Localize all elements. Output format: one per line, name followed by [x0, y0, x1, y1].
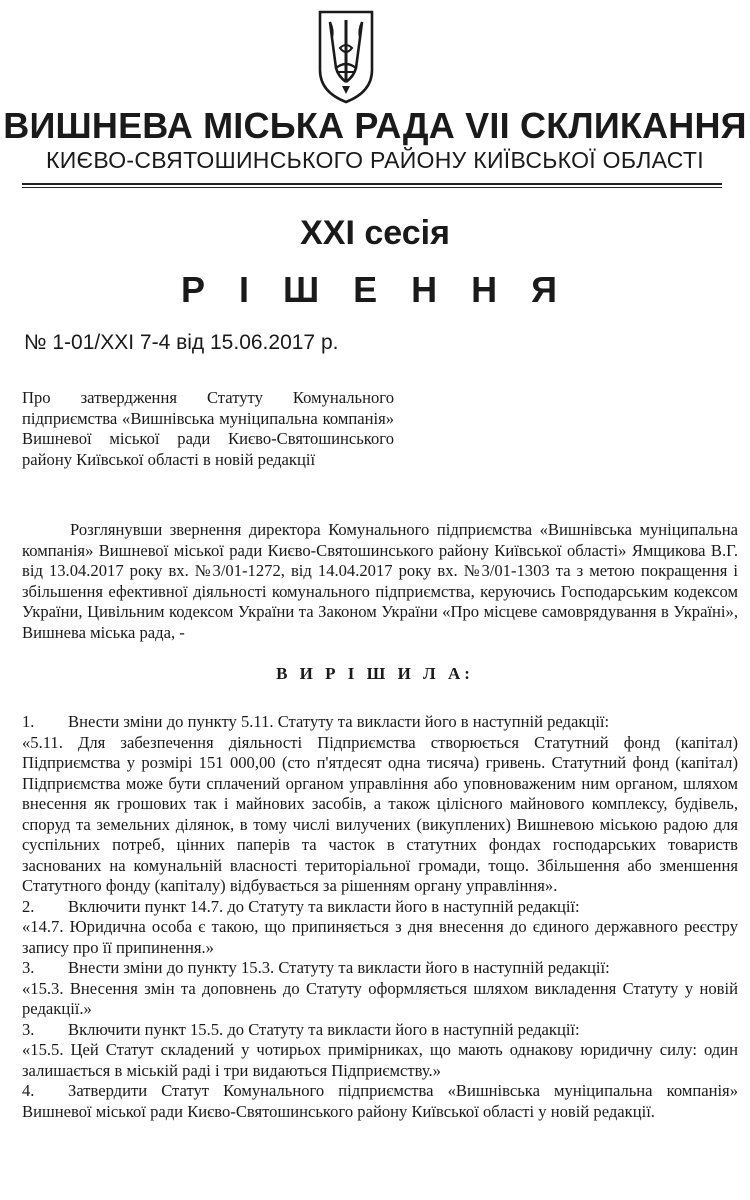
item-quote: «14.7. Юридична особа є такою, що припиняється з дня внесення до єдиного державного реєстру запису про її припинення.»	[22, 917, 738, 957]
decision-title: Р І Ш Е Н Н Я	[180, 269, 570, 310]
item-number: 4.	[22, 1081, 35, 1100]
coat-of-arms-icon	[316, 8, 376, 104]
resolved-heading: В И Р І Ш И Л А:	[276, 664, 474, 683]
council-name: ВИШНЕВА МІСЬКА РАДА VII СКЛИКАННЯ	[3, 105, 747, 146]
item-text: Включити пункт 15.5. до Статуту та викласти його в наступній редакції:	[68, 1019, 580, 1039]
item-quote: «5.11. Для забезпечення діяльності Підприємства створюється Статутний фонд (капітал) Підприємства у розмірі 151 000,00 (сто п'ятдесят одна тисяча) гривень. Статутний фонд (капітал) Підприємства може бути сплачений органом управління або уповноваженим ним органом, шляхом внесення як грошових так і майнових засобів, а також цілісного майнового комплексу, будівель, споруд та земельних ділянок, в тому числі вилучених (викуплених) Вишневою міською радою для суспільних потреб, цінних паперів та часток в статутних фондах господарських товариств заснованих на комунальній власності територіальної громади, тощо. Збільшення або зменшення Статутного фонду (капіталу) відбувається за рішенням органу управління».	[22, 732, 738, 895]
decision-number: № 1-01/XXI 7-4 від 15.06.2017 р.	[24, 331, 339, 354]
item-quote: «15.5. Цей Статут складений у чотирьох примірниках, що мають однакову юридичну силу: один залишається в міській раді і три видаються Підприємству.»	[22, 1040, 738, 1080]
header-divider	[22, 183, 722, 185]
item-text: Внести зміни до пункту 15.3. Статуту та викласти його в наступній редакції:	[68, 958, 610, 977]
header-divider-thin	[22, 187, 722, 188]
item-number: 3.	[22, 1019, 35, 1039]
item-text: Затвердити Статут Комунального підприємства «Вишнівська муніципальна компанія» Вишневої міської ради Києво-Святошинського району Київської області у новій редакції.	[22, 1081, 738, 1121]
resolution-items	[22, 712, 738, 1122]
item-quote: «15.3. Внесення змін та доповнень до Статуту оформляється шляхом викладення Статуту у новій редакції.»	[22, 978, 738, 1018]
district-line: КИЄВО-СВЯТОШИНСЬКОГО РАЙОНУ КИЇВСЬКОЇ ОБЛАСТІ	[46, 147, 704, 173]
resolution-item	[22, 1081, 738, 1122]
item-text: Включити пункт 14.7. до Статуту та викласти його в наступній редакції:	[68, 896, 580, 916]
item-number: 1.	[22, 712, 35, 731]
item-number: 2.	[22, 896, 35, 916]
resolution-item	[22, 712, 738, 897]
item-number: 3.	[22, 958, 35, 977]
item-text: Внести зміни до пункту 5.11. Статуту та викласти його в наступній редакції:	[68, 712, 610, 731]
resolution-item	[22, 958, 738, 1020]
resolution-item	[22, 897, 738, 959]
session-title: XXI сесія	[300, 214, 450, 252]
preamble-paragraph: Розглянувши звернення директора Комунального підприємства «Вишнівська муніципальна компанія» Вишневої міської ради Києво-Святошинського району Київської області» Ямщикова В.Г. від 13.04.2017 року вх. №3/01-1272, від 14.04.2017 року вх. №3/01-1303 та з метою покращення і збільшення ефективної діяльності комунального підприємства, керуючись Господарським кодексом України, Цивільним кодексом України та Законом України «Про місцеве самоврядування в Україні», Вишнева міська рада, -	[22, 520, 738, 642]
decision-subject: Про затвердження Статуту Комунального підприємства «Вишнівська муніципальна компанія» Вишневої міської ради Києво-Святошинського району Київської області в новій редакції	[22, 388, 394, 469]
resolution-item	[22, 1020, 738, 1082]
